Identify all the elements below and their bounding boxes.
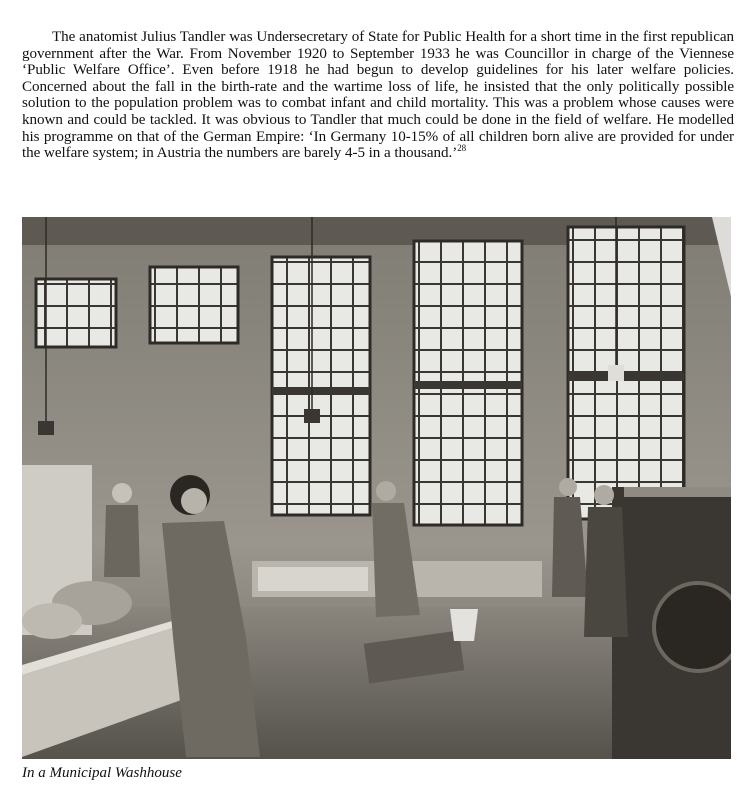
window bbox=[568, 227, 684, 519]
washhouse-photograph bbox=[22, 217, 731, 759]
worker-figure bbox=[584, 485, 628, 637]
footnote-reference: 28 bbox=[457, 143, 467, 154]
window bbox=[414, 241, 522, 525]
figure-caption: In a Municipal Washhouse bbox=[22, 765, 182, 781]
window bbox=[36, 279, 116, 347]
window bbox=[150, 267, 238, 343]
body-paragraph bbox=[22, 29, 734, 162]
paragraph-text: The anatomist Julius Tandler was Undersecretary of State for Public Health for a short time in the first republican government after the War. From November 1920 to September 1933 he was Councillor in charge of the Viennese ‘Public Welfare Office’. Even before 1918 he had begun to develop guidelines for his later welfare policies. Concerned about the fall in the birth-rate and the wartime loss of life, he insisted that the only politically possible solution to the population problem was to combat infant and child mortality. This was a problem whose causes were known and could be tackled. It was obvious to Tandler that much could be done in the field of welfare. He modelled his programme on that of the German Empire: ‘In Germany 10-15% of all children born alive are provided for under the welfare system; in Austria the numbers are barely 4-5 in a thousand.’ bbox=[22, 29, 734, 162]
window bbox=[272, 257, 370, 515]
